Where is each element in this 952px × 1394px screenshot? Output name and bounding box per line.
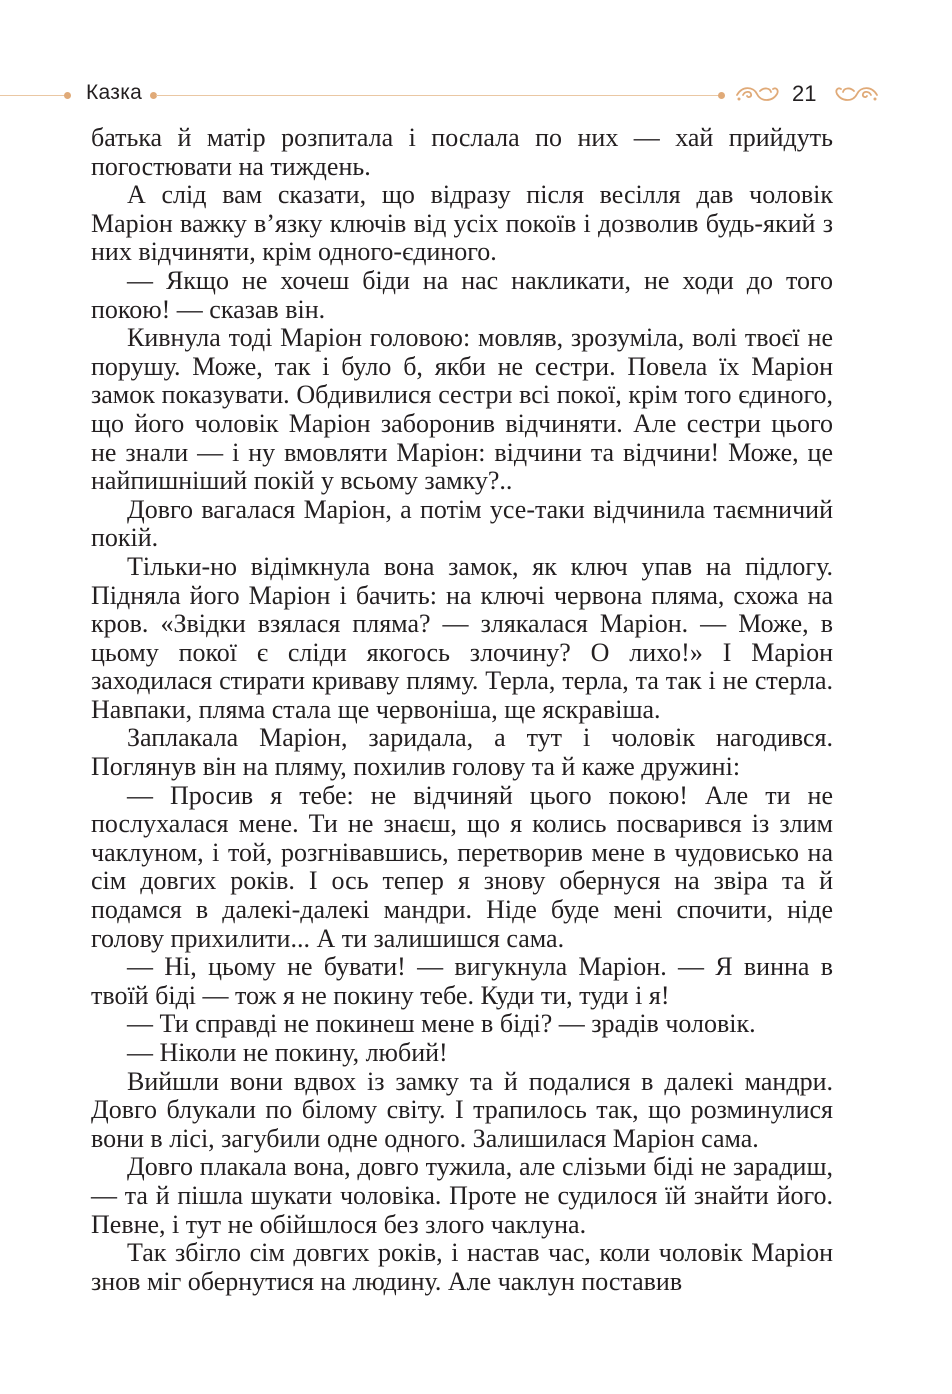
header-rule-left — [0, 95, 66, 96]
paragraph: Довго плакала вона, довго тужила, але слізьми біді не зарадиш,— та й пішла шукати чоловіка. Проте не судилося їй знайти його. Певне, і тут не обійшлося без злого чаклуна. — [91, 1152, 833, 1239]
body-text — [91, 124, 833, 1296]
paragraph: Довго вагалася Маріон, а потім усе-таки відчинила таємничий покій. — [91, 494, 833, 553]
page-number: 21 — [792, 81, 817, 106]
paragraph: Кивнула тоді Маріон головою: мовляв, зрозуміла, волі твоєї не порушу. Може, так і було б, якби не сестри. Повела їх Маріон замок показувати. Обдивилися сестри всі покої, крім того єдиного, що його чоловік Маріон заборонив відчиняти. Але сестри цього не знали — і ну вмовляти Маріон: відчини та відчини! Може, це найпишніший покій у всьому замку?.. — [91, 323, 833, 496]
paragraph: Заплакала Маріон, заридала, а тут і чоловік нагодився. Поглянув він на пляму, похилив голову та й каже дружині: — [91, 723, 833, 782]
paragraph: — Ніколи не покину, любий! — [127, 1038, 448, 1067]
paragraph: — Ти справді не покинеш мене в біді? — зрадів чоловік. — [127, 1009, 756, 1039]
paragraph: — Якщо не хочеш біди на нас накликати, не ходи до того покою! — сказав він. — [91, 265, 833, 324]
header-dot-right — [718, 92, 725, 99]
paragraph: Тільки-но відімкнула вона замок, як ключ упав на підлогу. Підняла його Маріон і бачить: на ключі червона пляма, схожа на кров. «Звідки взялася пляма? — злякалася Маріон. — Може, в цьому покої є сліди якогось злочину? О лихо!» І Маріон заходилася стирати криваву пляму. Терла, терла, та так і не стерла. Навпаки, пляма стала ще червоніша, ще яскравіша. — [91, 551, 833, 724]
running-header — [0, 78, 952, 114]
header-dot-left — [64, 92, 71, 99]
header-rule-main — [156, 95, 722, 96]
paragraph: А слід вам сказати, що відразу після весілля дав чоловік Маріон важку в’язку ключів від усіх покоїв і дозволив будь-який з них відчиняти, крім одного-єдиного. — [91, 180, 833, 267]
section-title: Казка — [86, 81, 143, 104]
left-flourish-icon — [734, 82, 784, 108]
paragraph: Так збігло сім довгих років, і настав час, коли чоловік Маріон знов міг обернутися на людину. Але чаклун поставив — [91, 1238, 833, 1296]
paragraph: батька й матір розпитала і послала по них — хай прийдуть погостювати на тиждень. — [91, 123, 833, 181]
right-flourish-icon — [830, 82, 880, 108]
paragraph: Вийшли вони вдвох із замку та й подалися в далекі мандри. Довго блукали по білому світу. І трапилось так, що розминулися вони в лісі, загубили одне одного. Залишилася Маріон сама. — [91, 1066, 833, 1153]
paragraph: — Просив я тебе: не відчиняй цього покою! Але ти не послухалася мене. Ти не знаєш, що я колись посварився із злим чаклуном, і той, розгнівавшись, перетворив мене в чудовисько на сім довгих років. І ось тепер я знову обернуся на звіра та й подамся в далекі-далекі мандри. Ніде буде мені спочити, ніде голову прихилити... А ти залишишся сама. — [91, 780, 833, 953]
paragraph: — Ні, цьому не бувати! — вигукнула Маріон. — Я винна в твоїй біді — тож я не покину тебе. Куди ти, туди і я! — [91, 952, 833, 1010]
